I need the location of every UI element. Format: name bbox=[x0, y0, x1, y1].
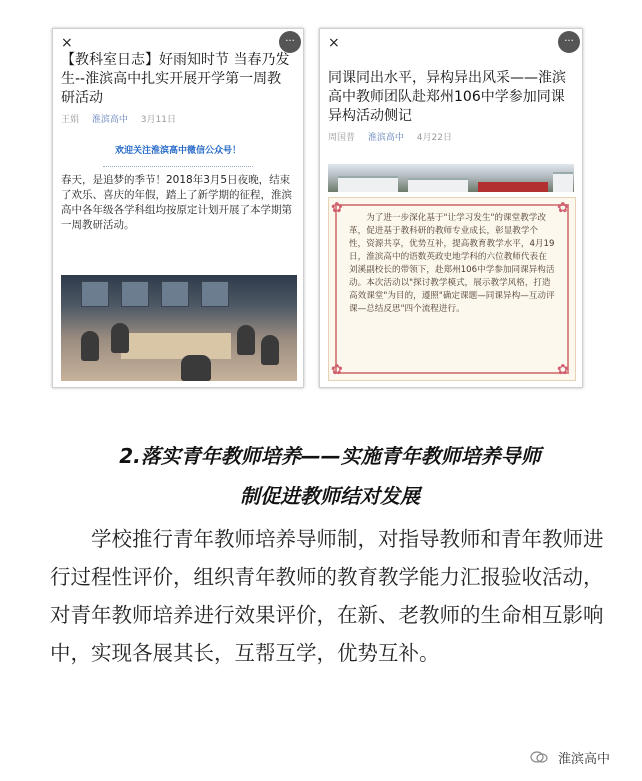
flower-icon: ✿ bbox=[557, 200, 569, 216]
photo-building bbox=[408, 178, 468, 192]
photo-window bbox=[161, 281, 189, 307]
photo-window bbox=[121, 281, 149, 307]
more-options-icon[interactable]: ··· bbox=[558, 31, 580, 53]
right-article-source[interactable]: 淮滨高中 bbox=[367, 133, 404, 143]
left-article-source[interactable]: 淮滨高中 bbox=[91, 115, 128, 125]
photo-person bbox=[261, 335, 279, 365]
flower-icon: ✿ bbox=[331, 362, 343, 378]
photo-person bbox=[237, 325, 255, 355]
flower-icon: ✿ bbox=[557, 362, 569, 378]
close-icon[interactable]: × bbox=[328, 35, 340, 51]
photo-building bbox=[553, 172, 573, 192]
footer-label: 淮滨高中 bbox=[557, 752, 610, 767]
wechat-icon bbox=[530, 751, 548, 763]
close-icon[interactable]: × bbox=[61, 35, 73, 51]
notice-card bbox=[328, 197, 576, 381]
right-article-date: 4月22日 bbox=[416, 133, 452, 143]
right-article-screenshot bbox=[319, 28, 583, 388]
footer-watermark bbox=[530, 748, 610, 767]
photo-table bbox=[121, 333, 231, 359]
right-article-author: 周国普 bbox=[328, 133, 356, 143]
left-article-meta bbox=[53, 108, 303, 129]
photo-banner bbox=[478, 182, 548, 192]
left-article-author: 王娟 bbox=[61, 115, 80, 125]
left-topbar bbox=[53, 29, 303, 51]
photo-building bbox=[338, 176, 398, 192]
campus-photo bbox=[328, 164, 574, 192]
right-topbar bbox=[320, 29, 582, 51]
section-heading-line2: 制促进教师结对发展 bbox=[240, 484, 420, 508]
left-article-date: 3月11日 bbox=[140, 115, 176, 125]
classroom-photo bbox=[61, 275, 297, 381]
photo-window bbox=[81, 281, 109, 307]
notice-text: 为了进一步深化基于"让学习发生"的课堂教学改革，促进基于教科研的教师专业成长，彰显教学个性，资源共享，优势互补，提高教育教学水平，4月19日，淮滨高中的语数英政史地学科的六位教师代表在刘溪副校长的带领下，赴郑州106中学参加同课异构活动。本次活动以"探讨教学模式，展示教学风格，打造高效课堂"为目的，遵照"确定课题—同课异构—互动评课—总结反思"四个流程进行。 bbox=[349, 213, 555, 314]
photo-window bbox=[201, 281, 229, 307]
left-article-title: 【教科室日志】好雨知时节 当春乃发生--淮滨高中扎实开展开学第一周教研活动 bbox=[61, 52, 290, 106]
left-article-screenshot bbox=[52, 28, 304, 388]
left-article-body: 春天，是追梦的季节！2018年3月5日夜晚，结束了欢乐、喜庆的年假，踏上了新学期的征程，淮滨高中各年级各学科组均按原定计划开展了本学期第一周教研活动。 bbox=[61, 174, 292, 231]
flower-icon: ✿ bbox=[331, 200, 343, 216]
divider bbox=[103, 160, 253, 167]
right-article-title: 同课同出水平，异构异出风采——淮滨高中教师团队赴郑州106中学参加同课异构活动侧记 bbox=[328, 70, 566, 124]
photo-person bbox=[181, 355, 211, 381]
photo-person bbox=[111, 323, 129, 353]
photo-person bbox=[81, 331, 99, 361]
section-paragraph: 学校推行青年教师培养导师制，对指导教师和青年教师进行过程性评价，组织青年教师的教育教学能力汇报验收活动，对青年教师培养进行效果评价，在新、老教师的生命相互影响中，实现各展其长，互帮互学，优势互补。 bbox=[50, 527, 604, 665]
right-article-meta bbox=[320, 126, 582, 147]
more-options-icon[interactable]: ··· bbox=[279, 31, 301, 53]
section-heading-line1: 2.落实青年教师培养——实施青年教师培养导师 bbox=[119, 444, 541, 468]
welcome-banner: 欢迎关注淮滨高中微信公众号！ bbox=[114, 146, 241, 156]
